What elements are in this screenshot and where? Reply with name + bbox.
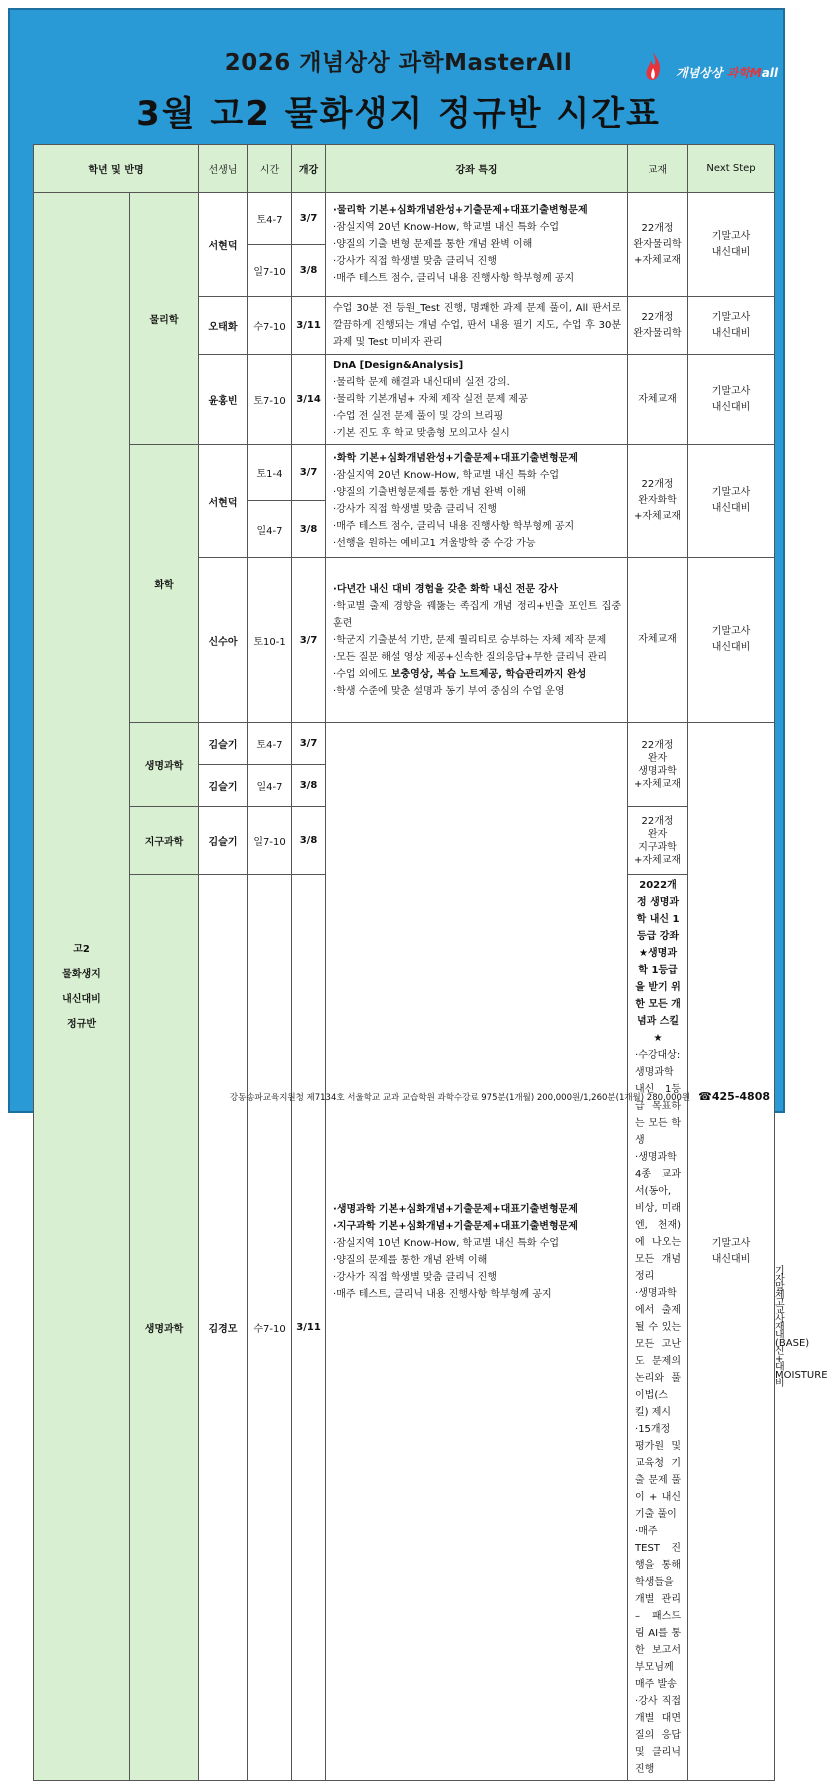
class-time: 토1-4 bbox=[248, 445, 292, 501]
start-date: 3/11 bbox=[292, 297, 326, 355]
header-start: 개강 bbox=[292, 145, 326, 193]
teacher-name: 김슬기 bbox=[199, 765, 248, 807]
teacher-name: 서현덕 bbox=[199, 445, 248, 558]
academy-logo bbox=[638, 50, 779, 90]
teacher-name: 김경모 bbox=[199, 875, 248, 1781]
logo-text: 개념상상 과학Mall bbox=[676, 66, 779, 80]
next-step: 기말고사 내신대비 bbox=[688, 193, 775, 297]
subject-physics: 물리학 bbox=[130, 193, 199, 445]
textbook: 22개정 완자 생명과학 +자체교재 bbox=[628, 723, 688, 807]
course-features: ·생명과학 기본+심화개념+기출문제+대표기출변형문제 ·지구과학 기본+심화개념+기출문제+대표기출변형문제 ·잠실지역 10년 Know-How, 학교별 내신 특화 수업 ·양질의 문제를 통한 개념 완벽 이해 ·강사가 직접 학생별 맞춤 클리닉 진행 ·매주 테스트, 클리닉 내용 진행사항 학부형께 공지 bbox=[326, 723, 628, 1781]
course-features: DnA [Design&Analysis] ·물리학 문제 해결과 내신대비 실전 강의. ·물리학 기본개념+ 자체 제작 실전 문제 제공 ·수업 전 실전 문제 풀이 및 강의 브리핑 ·기본 진도 후 학교 맞춤형 모의고사 실시 bbox=[326, 355, 628, 445]
header-next: Next Step bbox=[688, 145, 775, 193]
footer-info bbox=[10, 1090, 770, 1103]
textbook: 22개정 완자물리학 +자체교재 bbox=[628, 193, 688, 297]
phone-number: ☎425-4808 bbox=[698, 1090, 770, 1103]
next-step: 기말고사 내신대비 bbox=[688, 297, 775, 355]
teacher-name: 오태화 bbox=[199, 297, 248, 355]
course-features: ·화학 기본+심화개념완성+기출문제+대표기출변형문제 ·잠실지역 20년 Know-How, 학교별 내신 특화 수업 ·양질의 기출변형문제를 통한 개념 완벽 이해 ·강사가 직접 학생별 맞춤 클리닉 진행 ·매주 테스트 점수, 클리닉 내용 진행사항 학부형께 공지 ·선행을 원하는 예비고1 겨울방학 중 수강 가능 bbox=[326, 445, 628, 558]
subject-earth-science: 지구과학 bbox=[130, 807, 199, 875]
start-date: 3/8 bbox=[292, 807, 326, 875]
start-date: 3/14 bbox=[292, 355, 326, 445]
start-date: 3/7 bbox=[292, 558, 326, 723]
subject-biology: 생명과학 bbox=[130, 723, 199, 807]
flame-icon bbox=[642, 50, 664, 86]
header-time: 시간 bbox=[248, 145, 292, 193]
teacher-name: 김슬기 bbox=[199, 807, 248, 875]
header-grade: 학년 및 반명 bbox=[34, 145, 199, 193]
next-step: 기말고사 내신대비 bbox=[688, 445, 775, 558]
table-row: 생명과학 김경모 수7-10 3/11 2022개정 생명과학 내신 1등급 강좌 ★생명과학 1등급을 받기 위한 모든 개념과 스킬★ ·수강대상: 생명과학 내신 1등급 목표하는 모든 학생 ·생명과학 4종 교과서(동아, 비상, 미래엔, 천재)에 나오는 모든 개념 정리 ·생명과학에서 출제될 수 있는 모든 고난도 문제의 논리와 풀이법(스킬) 제시 ·15개정 평가원 및 교육청 기출 문제 풀이 + 내신 기출 풀이 ·매주 TEST 진행을 통해 학생들을 개별 관리 – 패스드림 AI를 통한 보고서 부모님께 매주 발송 ·강사 직접 개별 대면 질의 응답 및 클리닉 진행 자체교재 (BASE) + MOISTURE 기말고사 내신대비 bbox=[34, 875, 775, 1781]
class-time: 토4-7 bbox=[248, 193, 292, 245]
class-time: 토7-10 bbox=[248, 355, 292, 445]
start-date: 3/7 bbox=[292, 193, 326, 245]
grade-class-cell: 고2 물화생지 내신대비 정규반 bbox=[34, 193, 130, 1781]
class-time: 토10-1 bbox=[248, 558, 292, 723]
teacher-name: 김슬기 bbox=[199, 723, 248, 765]
header-book: 교재 bbox=[628, 145, 688, 193]
textbook: 22개정 완자물리학 bbox=[628, 297, 688, 355]
course-features: ·물리학 기본+심화개념완성+기출문제+대표기출변형문제 ·잠실지역 20년 Know-How, 학교별 내신 특화 수업 ·양질의 기출 변형 문제를 통한 개념 완벽 이해 ·강사가 직접 학생별 맞춤 클리닉 진행 ·매주 테스트 점수, 클리닉 내용 진행사항 학부형께 공지 bbox=[326, 193, 628, 297]
subject-chemistry: 화학 bbox=[130, 445, 199, 723]
next-step: 기말고사 내신대비 bbox=[688, 723, 775, 1781]
header-teacher: 선생님 bbox=[199, 145, 248, 193]
start-date: 3/8 bbox=[292, 501, 326, 558]
subject-biology: 생명과학 bbox=[130, 875, 199, 1781]
course-features: 2022개정 생명과학 내신 1등급 강좌 ★생명과학 1등급을 받기 위한 모든 개념과 스킬★ ·수강대상: 생명과학 내신 1등급 목표하는 모든 학생 ·생명과학 4종 교과서(동아, 비상, 미래엔, 천재)에 나오는 모든 개념 정리 ·생명과학에서 출제될 수 있는 모든 고난도 문제의 논리와 풀이법(스킬) 제시 ·15개정 평가원 및 교육청 기출 문제 풀이 + 내신 기출 풀이 ·매주 TEST 진행을 통해 학생들을 개별 관리 – 패스드림 AI를 통한 보고서 부모님께 매주 발송 ·강사 직접 개별 대면 질의 응답 및 클리닉 진행 bbox=[628, 875, 688, 1781]
class-time: 수7-10 bbox=[248, 875, 292, 1781]
textbook: 22개정 완자화학 +자체교재 bbox=[628, 445, 688, 558]
tuition-info: 강동송파교육지원청 제7134호 서울학교 교과 교습학원 과학수강료 975분(1개월) 200,000원/1,260분(1개월) 280,000원 bbox=[229, 1093, 691, 1103]
timetable-poster bbox=[8, 8, 828, 1775]
teacher-name: 윤홍빈 bbox=[199, 355, 248, 445]
schedule-table bbox=[33, 144, 828, 1781]
header-feature: 강좌 특징 bbox=[326, 145, 628, 193]
start-date: 3/8 bbox=[292, 245, 326, 297]
textbook: 자체교재 bbox=[628, 355, 688, 445]
table-header-row bbox=[34, 145, 775, 193]
table-row bbox=[34, 723, 775, 765]
class-time: 일7-10 bbox=[248, 245, 292, 297]
table-row bbox=[34, 445, 775, 501]
textbook: 자체교재 bbox=[628, 558, 688, 723]
table-row bbox=[34, 193, 775, 245]
class-time: 일7-10 bbox=[248, 807, 292, 875]
class-time: 일4-7 bbox=[248, 765, 292, 807]
page-title: 3월 고2 물화생지 정규반 시간표 bbox=[136, 94, 661, 134]
start-date: 3/7 bbox=[292, 445, 326, 501]
page-subtitle: 2026 개념상상 과학MasterAll bbox=[224, 50, 573, 76]
start-date: 3/7 bbox=[292, 723, 326, 765]
start-date: 3/11 bbox=[292, 875, 326, 1781]
class-time: 일4-7 bbox=[248, 501, 292, 558]
next-step: 기말고사 내신대비 bbox=[688, 355, 775, 445]
class-time: 토4-7 bbox=[248, 723, 292, 765]
course-features: ·다년간 내신 대비 경험을 갖춘 화학 내신 전문 강사 ·학교별 출제 경향을 꿰뚫는 족집게 개념 정리+빈출 포인트 집중 훈련 ·학군지 기출분석 기반, 문제 퀄리티로 승부하는 자체 제작 문제 ·모든 질문 해설 영상 제공+신속한 질의응답+무한 클리닉 관리 ·수업 외에도 보충영상, 복습 노트제공, 학습관리까지 완성 ·학생 수준에 맞춘 설명과 동기 부여 중심의 수업 운영 bbox=[326, 558, 628, 723]
textbook: 22개정 완자 지구과학 +자체교재 bbox=[628, 807, 688, 875]
class-time: 수7-10 bbox=[248, 297, 292, 355]
teacher-name: 신수아 bbox=[199, 558, 248, 723]
next-step: 기말고사 내신대비 bbox=[688, 558, 775, 723]
course-features: 수업 30분 전 등원_Test 진행, 명쾌한 과제 문제 풀이, All 판서로 깔끔하게 진행되는 개념 수업, 판서 내용 필기 지도, 수업 후 30분 과제 및 Test 미비자 관리 bbox=[326, 297, 628, 355]
teacher-name: 서현덕 bbox=[199, 193, 248, 297]
start-date: 3/8 bbox=[292, 765, 326, 807]
